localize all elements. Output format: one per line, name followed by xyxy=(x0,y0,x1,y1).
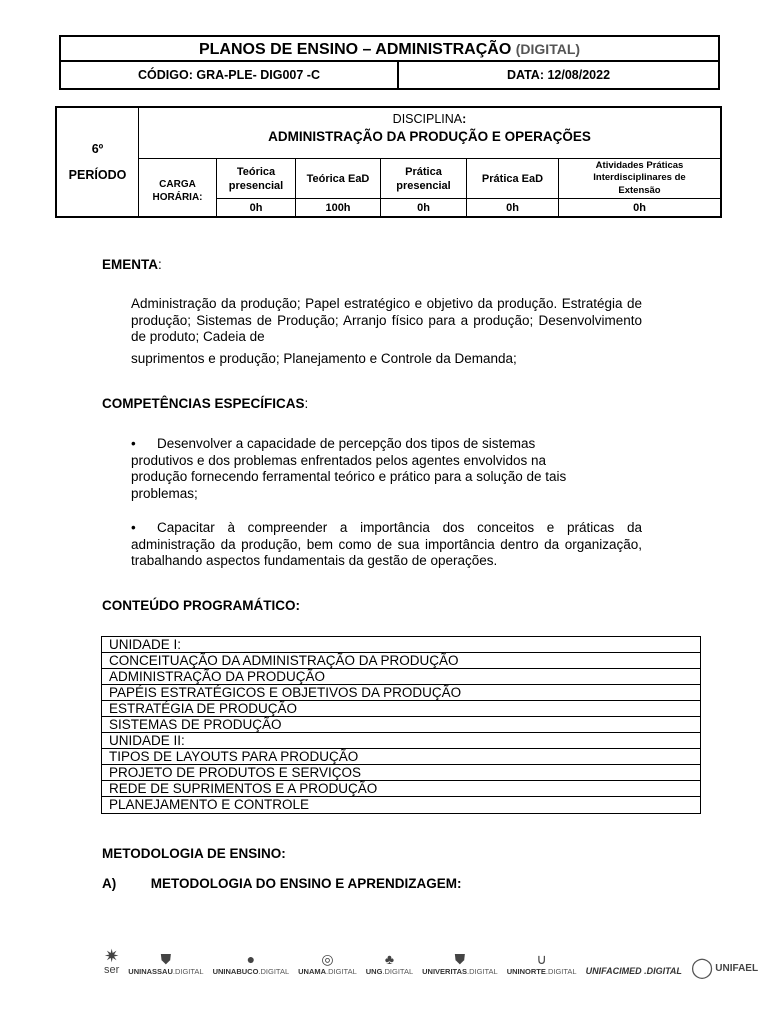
subheading-text: METODOLOGIA DO ENSINO E APRENDIZAGEM: xyxy=(150,876,462,891)
uninassau-logo: ⛊ UNINASSAU.DIGITAL xyxy=(128,951,204,976)
shield-icon: ⛊ xyxy=(454,951,466,967)
title-tag: (DIGITAL) xyxy=(515,41,581,57)
table-row: UNIDADE I: xyxy=(102,637,700,653)
ementa-text-2: suprimentos e produção; Planejamento e Controle da Demanda; xyxy=(131,351,517,366)
u-letter-icon: ∪ xyxy=(536,951,547,967)
program-table xyxy=(101,636,701,814)
period-cell xyxy=(57,108,139,216)
workload-label: CARGA HORÁRIA: xyxy=(139,159,217,216)
workload-header: Atividades Práticas Interdisciplinares de Extensão xyxy=(559,159,720,199)
workload-column xyxy=(217,159,296,216)
emblem-icon: ♣ xyxy=(384,951,395,967)
workload-column xyxy=(381,159,467,216)
workload-header: Teórica EaD xyxy=(296,159,380,199)
metodologia-subheading xyxy=(102,876,462,891)
workload-value: 0h xyxy=(249,201,263,214)
unifael-logo: ◯ UNIFAEL xyxy=(690,957,759,979)
competencia-item: • Desenvolver a capacidade de percepção dos tipos de sistemas produtivos e dos problemas enfrentados pelos agentes envolvidos na produção fornecendo ferramental teórico e prático para a solução de tais problemas; xyxy=(131,436,567,501)
document-title xyxy=(61,37,718,62)
univeritas-logo: ⛊ UNIVERITAS.DIGITAL xyxy=(422,951,498,976)
discipline-table xyxy=(55,106,722,218)
title-text: PLANOS DE ENSINO – ADMINISTRAÇÃO xyxy=(198,41,512,58)
unama-logo: ◎ UNAMA.DIGITAL xyxy=(298,951,357,976)
table-row: PAPÉIS ESTRATÉGICOS E OBJETIVOS DA PRODUÇÃO xyxy=(102,685,700,701)
document-date: DATA: 12/08/2022 xyxy=(506,68,611,82)
workload-value: 0h xyxy=(506,201,519,214)
metodologia-heading: METODOLOGIA DE ENSINO: xyxy=(102,846,286,861)
table-row: REDE DE SUPRIMENTOS E A PRODUÇÃO xyxy=(102,781,700,797)
ser-logo: ✷ ser xyxy=(104,946,120,976)
table-row: ADMINISTRAÇÃO DA PRODUÇÃO xyxy=(102,669,700,685)
table-row: TIPOS DE LAYOUTS PARA PRODUÇÃO xyxy=(102,749,700,765)
document-header xyxy=(59,35,720,90)
competencia-item: • Capacitar à compreender a importância dos conceitos e práticas da administração da produção, bem como de sua importância dentro da organização, trabalhando aspectos fundamentais da gestão de operações. xyxy=(131,520,642,568)
star-icon: ✷ xyxy=(104,946,120,966)
shield-icon: ⛊ xyxy=(160,951,172,967)
workload-value: 0h xyxy=(417,201,430,214)
discipline-label: DISCIPLINA: xyxy=(392,112,467,126)
discipline-name: ADMINISTRAÇÃO DA PRODUÇÃO E OPERAÇÕES xyxy=(268,129,591,144)
workload-header: Teórica presencial xyxy=(217,159,295,199)
workload-column xyxy=(467,159,559,216)
table-row: PLANEJAMENTO E CONTROLE xyxy=(109,797,310,812)
workload-value: 100h xyxy=(325,201,351,214)
ementa-text-1: Administração da produção; Papel estratégico e objetivo da produção. Estratégia de produção; Sistemas de Produção; Arranjo físico para a produção; Desenvolvimento de produto; Cadeia de xyxy=(131,296,642,344)
workload-column xyxy=(559,159,720,216)
competencias-heading: COMPETÊNCIAS ESPECÍFICAS: xyxy=(102,396,309,411)
table-row: PROJETO DE PRODUTOS E SERVIÇOS xyxy=(102,765,700,781)
document-code: CÓDIGO: GRA-PLE- DIG007 -C xyxy=(61,62,399,88)
ementa-heading: EMENTA: xyxy=(102,257,162,272)
ring-icon: ◯ xyxy=(690,957,714,979)
table-row: ESTRATÉGIA DE PRODUÇÃO xyxy=(102,701,700,717)
unifacimed-logo: UNIFACIMED .DIGITAL xyxy=(585,966,682,976)
bullet-icon: • xyxy=(131,520,136,535)
workload-value: 0h xyxy=(633,201,646,214)
subheading-letter: A) xyxy=(102,876,117,891)
table-row: SISTEMAS DE PRODUÇÃO xyxy=(102,717,700,733)
bullet-icon: • xyxy=(131,436,136,451)
circle-icon: ● xyxy=(246,951,256,967)
table-row: UNIDADE II: xyxy=(102,733,700,749)
uninabuco-logo: ● UNINABUCO.DIGITAL xyxy=(212,951,290,976)
footer-logos xyxy=(104,940,759,979)
workload-header: Prática EaD xyxy=(467,159,558,199)
uninorte-logo: ∪ UNINORTE.DIGITAL xyxy=(506,951,577,976)
swirl-icon: ◎ xyxy=(321,951,334,967)
period-label: PERÍODO xyxy=(68,168,127,182)
table-row: CONCEITUAÇÃO DA ADMINISTRAÇÃO DA PRODUÇÃO xyxy=(102,653,700,669)
workload-header: Prática presencial xyxy=(381,159,466,199)
period-number: 6º xyxy=(91,142,104,156)
ung-logo: ♣ UNG.DIGITAL xyxy=(365,951,414,976)
conteudo-heading: CONTEÚDO PROGRAMÁTICO: xyxy=(102,598,300,613)
workload-column xyxy=(296,159,381,216)
